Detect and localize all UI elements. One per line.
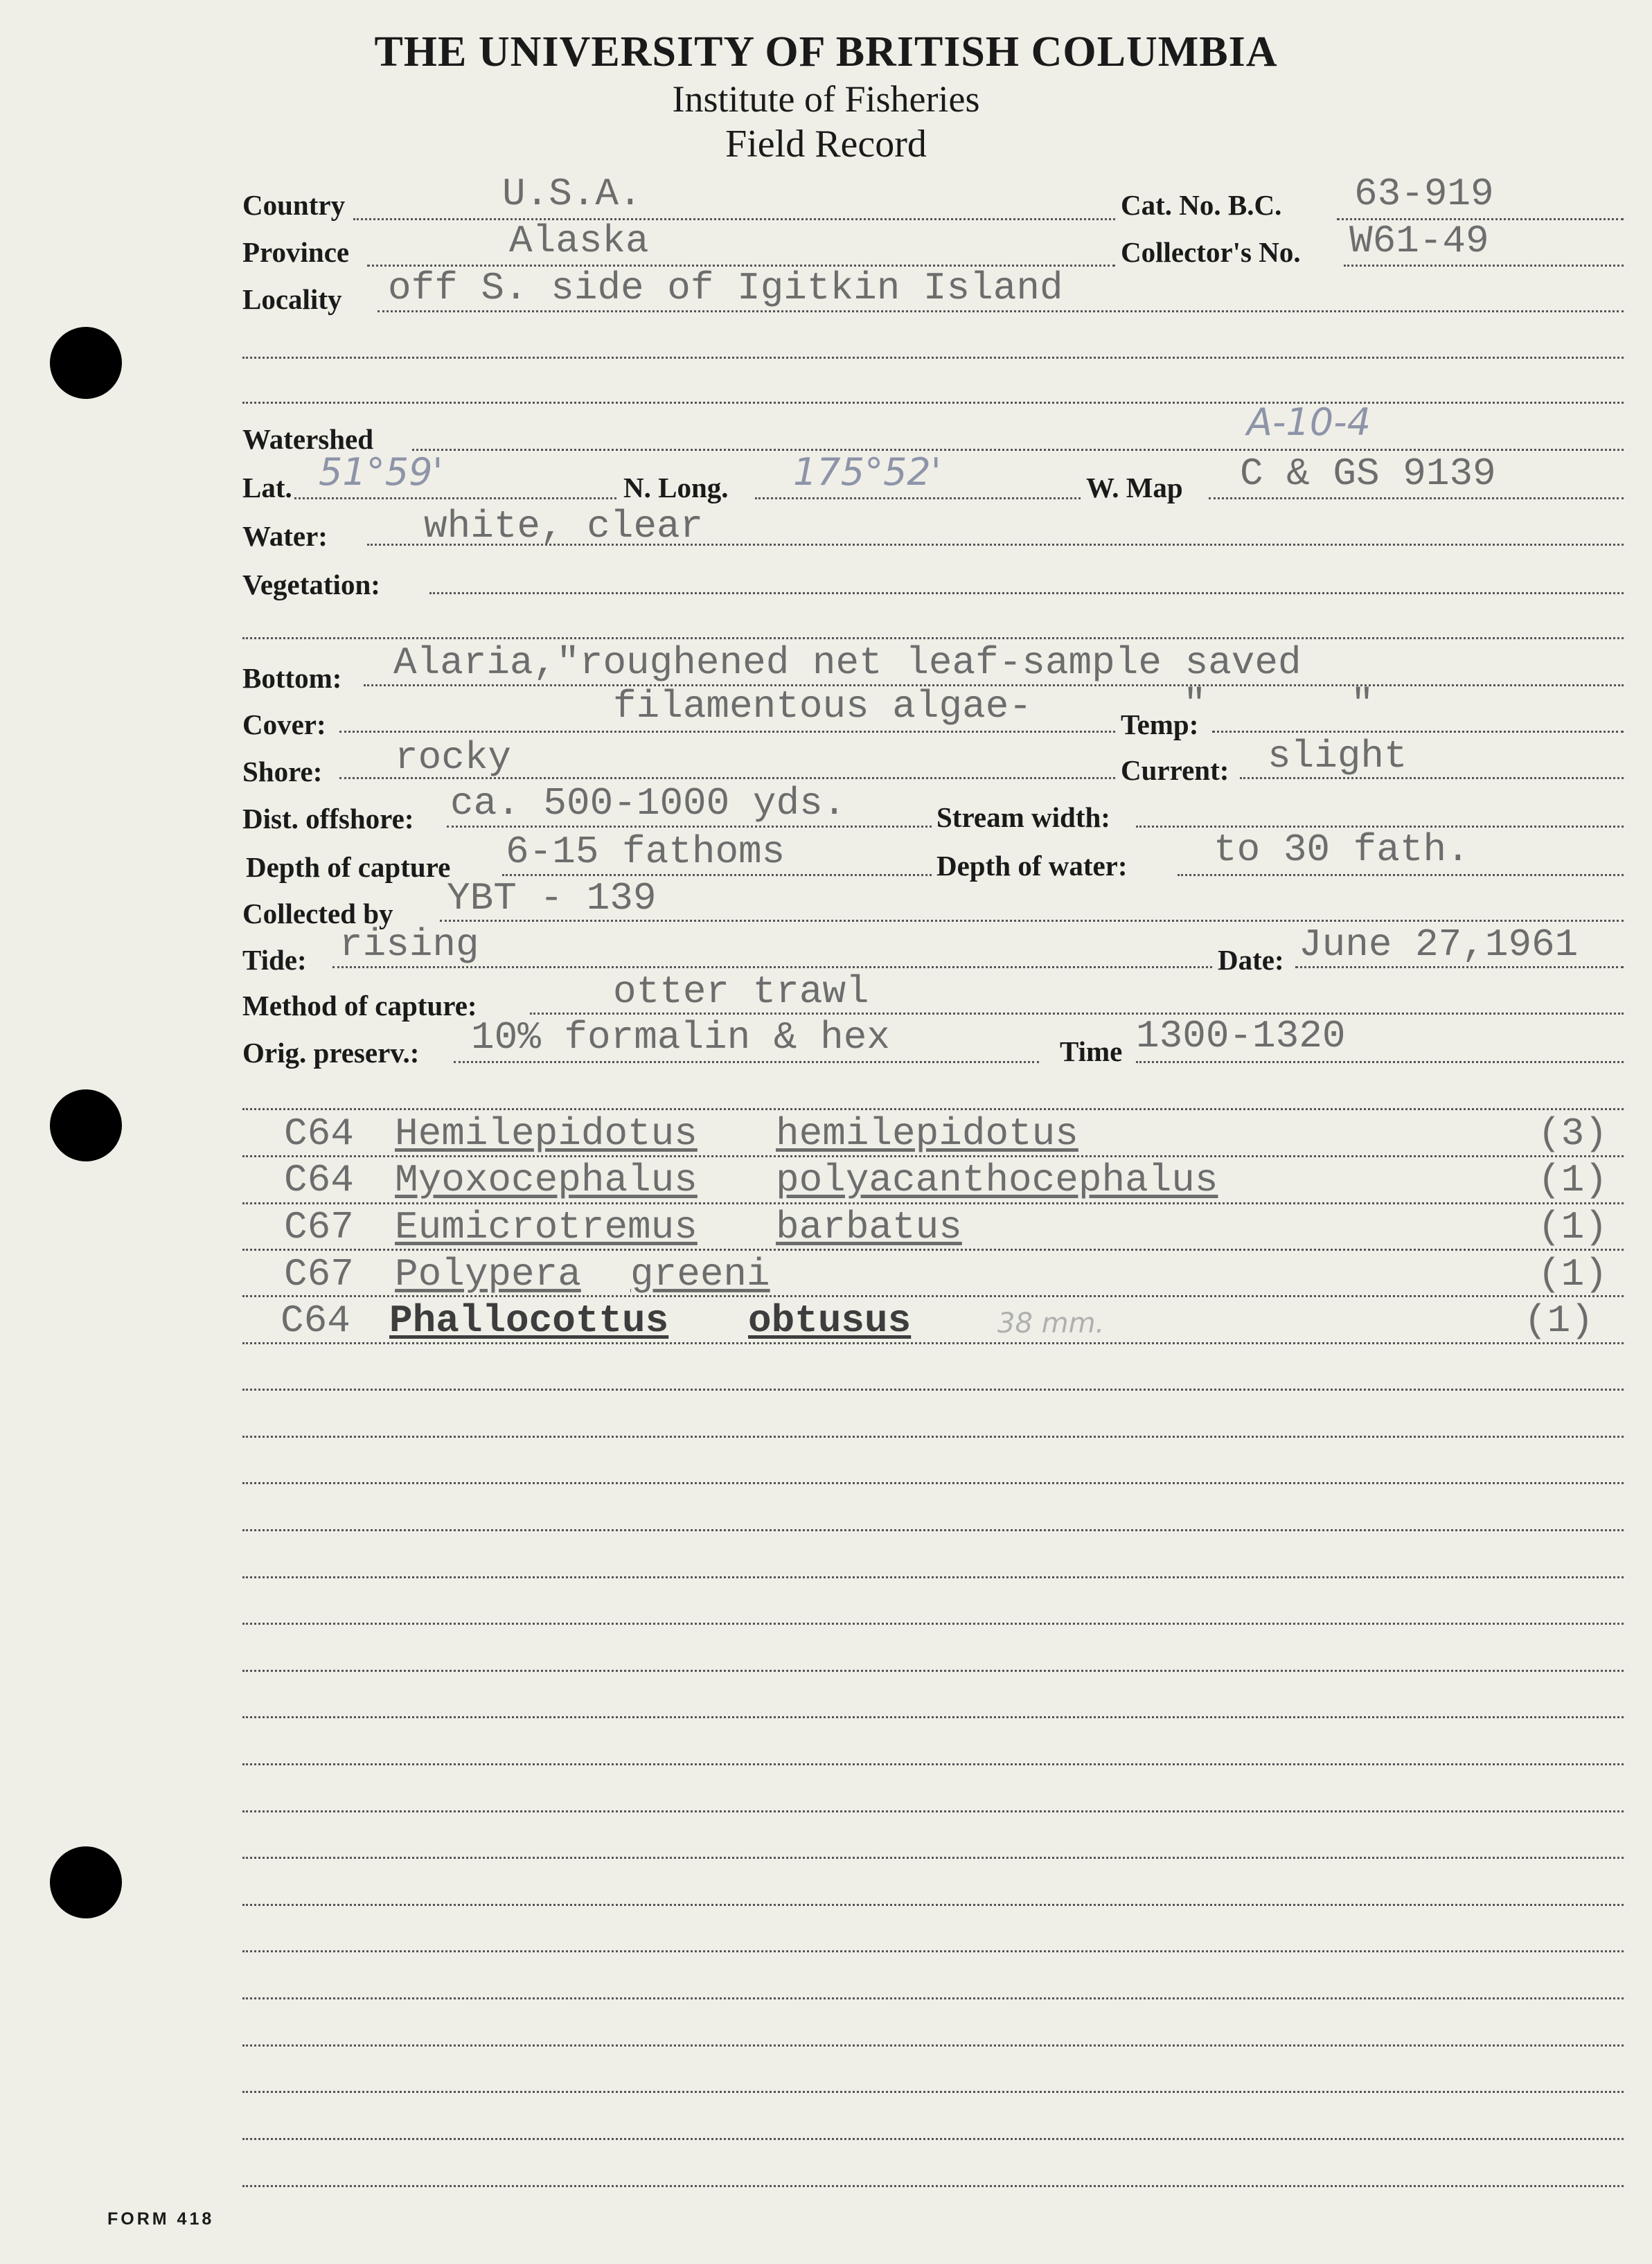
locality-label: Locality <box>242 283 342 315</box>
specimen-genus: Hemilepidotus <box>395 1112 698 1156</box>
tide-label: Tide: <box>242 944 307 976</box>
lat-label: Lat. <box>242 472 292 503</box>
punch-hole-bottom <box>50 1846 122 1918</box>
water-label: Water: <box>242 520 328 552</box>
shore-value: rocky <box>395 736 512 780</box>
list-line <box>242 1529 1624 1531</box>
punch-hole-middle <box>50 1089 122 1161</box>
cover-ditto: " <box>1183 682 1207 727</box>
list-line <box>242 1389 1624 1391</box>
blank-line <box>242 357 1624 359</box>
specimen-count: (1) <box>1538 1205 1608 1249</box>
list-line <box>242 2138 1624 2140</box>
date-label: Date: <box>1218 944 1284 976</box>
dist-offshore-line <box>447 826 932 828</box>
vegetation-line <box>429 592 1624 594</box>
specimen-genus: Polypera <box>395 1252 581 1296</box>
water-value: white, clear <box>424 504 704 549</box>
specimen-species: polyacanthocephalus <box>776 1158 1218 1202</box>
blank-line <box>242 637 1624 639</box>
depth-water-value: to 30 fath. <box>1214 828 1470 872</box>
depth-water-line <box>1178 874 1624 876</box>
shore-label: Shore: <box>242 756 323 787</box>
watershed-line <box>412 449 1624 451</box>
specimen-code: C67 <box>284 1205 354 1249</box>
country-line <box>353 218 1115 220</box>
province-value: Alaska <box>509 219 649 263</box>
specimen-genus: Phallocottus <box>389 1299 669 1343</box>
vegetation-label: Vegetation: <box>242 569 380 600</box>
list-line <box>242 2185 1624 2187</box>
list-line <box>242 2091 1624 2093</box>
blank-line <box>242 402 1624 404</box>
time-value: 1300-1320 <box>1136 1014 1346 1058</box>
country-value: U.S.A. <box>502 172 642 216</box>
locality-value: off S. side of Igitkin Island <box>388 266 1063 310</box>
map-line <box>1209 497 1624 499</box>
collected-by-label: Collected by <box>242 898 393 929</box>
record-title: Field Record <box>725 123 927 166</box>
depth-capture-label: Depth of capture <box>246 851 451 883</box>
specimen-code: C67 <box>284 1252 354 1296</box>
specimen-species: obtusus <box>748 1299 912 1343</box>
list-line <box>242 2044 1624 2047</box>
list-line <box>242 1202 1624 1204</box>
tide-value: rising <box>339 922 479 967</box>
dist-offshore-value: ca. 500-1000 yds. <box>450 781 846 826</box>
specimen-note: 38 mm. <box>997 1308 1105 1339</box>
watershed-note: A-10-4 <box>1247 400 1371 444</box>
long-label: N. Long. <box>623 472 729 503</box>
list-line <box>242 1950 1624 1952</box>
specimen-genus: Myoxocephalus <box>395 1158 698 1202</box>
current-value: slight <box>1268 734 1407 778</box>
list-line <box>242 1108 1624 1110</box>
orig-preserv-value: 10% formalin & hex <box>471 1015 890 1060</box>
form-number: FORM 418 <box>107 2209 215 2229</box>
specimen-code: C64 <box>284 1112 354 1156</box>
specimen-count: (1) <box>1538 1252 1608 1296</box>
list-line <box>242 1482 1624 1484</box>
temp-line <box>1212 731 1624 733</box>
long-value: 175°52' <box>793 450 941 494</box>
long-line <box>755 497 1081 499</box>
specimen-species: greeni <box>630 1252 770 1296</box>
temp-ditto: " <box>1351 682 1374 727</box>
orig-preserv-label: Orig. preserv.: <box>242 1037 420 1069</box>
specimen-species: barbatus <box>776 1205 962 1249</box>
current-label: Current: <box>1121 754 1229 786</box>
cover-label: Cover: <box>242 708 326 740</box>
punch-hole-top <box>50 327 122 399</box>
map-label: W. Map <box>1086 472 1183 503</box>
list-line <box>242 1904 1624 1906</box>
country-label: Country <box>242 189 346 221</box>
method-value: otter trawl <box>613 970 869 1014</box>
time-line <box>1136 1061 1624 1063</box>
map-value: C & GS 9139 <box>1240 452 1496 496</box>
specimen-code: C64 <box>281 1299 350 1343</box>
list-line <box>242 1810 1624 1812</box>
list-line <box>242 1857 1624 1859</box>
temp-label: Temp: <box>1121 708 1199 740</box>
dist-offshore-label: Dist. offshore: <box>242 803 414 835</box>
list-line <box>242 1436 1624 1438</box>
collected-by-value: YBT - 139 <box>447 876 657 920</box>
date-value: June 27,1961 <box>1299 922 1579 967</box>
university-title: THE UNIVERSITY OF BRITISH COLUMBIA <box>374 28 1278 75</box>
list-line <box>242 1997 1624 1999</box>
lat-line <box>294 497 616 499</box>
cover-line <box>339 731 1115 733</box>
collectors-no-value: W61-49 <box>1349 219 1489 263</box>
specimen-count: (1) <box>1524 1299 1594 1343</box>
method-label: Method of capture: <box>242 990 477 1022</box>
collectors-no-label: Collector's No. <box>1121 236 1301 268</box>
locality-line <box>378 310 1624 312</box>
province-label: Province <box>242 236 350 268</box>
specimen-count: (3) <box>1538 1112 1608 1156</box>
cat-no-label: Cat. No. B.C. <box>1121 189 1282 221</box>
specimen-genus: Eumicrotremus <box>395 1205 698 1249</box>
watershed-label: Watershed <box>242 423 374 455</box>
collectors-no-line <box>1344 265 1624 267</box>
list-line <box>242 1670 1624 1672</box>
lat-value: 51°59' <box>319 450 443 494</box>
list-line <box>242 1623 1624 1625</box>
bottom-value: Alaria,"roughened net leaf-sample saved <box>393 641 1302 685</box>
cat-no-value: 63-919 <box>1354 172 1494 216</box>
time-label: Time <box>1060 1035 1123 1067</box>
list-line <box>242 1763 1624 1765</box>
specimen-species: hemilepidotus <box>776 1112 1078 1156</box>
institute-title: Institute of Fisheries <box>672 78 980 120</box>
depth-water-label: Depth of water: <box>936 850 1128 882</box>
stream-width-label: Stream width: <box>936 801 1110 833</box>
bottom-label: Bottom: <box>242 662 342 694</box>
specimen-count: (1) <box>1538 1158 1608 1202</box>
list-line <box>242 1576 1624 1578</box>
cover-value: filamentous algae- <box>613 684 1032 729</box>
specimen-code: C64 <box>284 1158 354 1202</box>
list-line <box>242 1716 1624 1718</box>
depth-capture-value: 6-15 fathoms <box>506 830 785 874</box>
orig-preserv-line <box>454 1061 1039 1063</box>
